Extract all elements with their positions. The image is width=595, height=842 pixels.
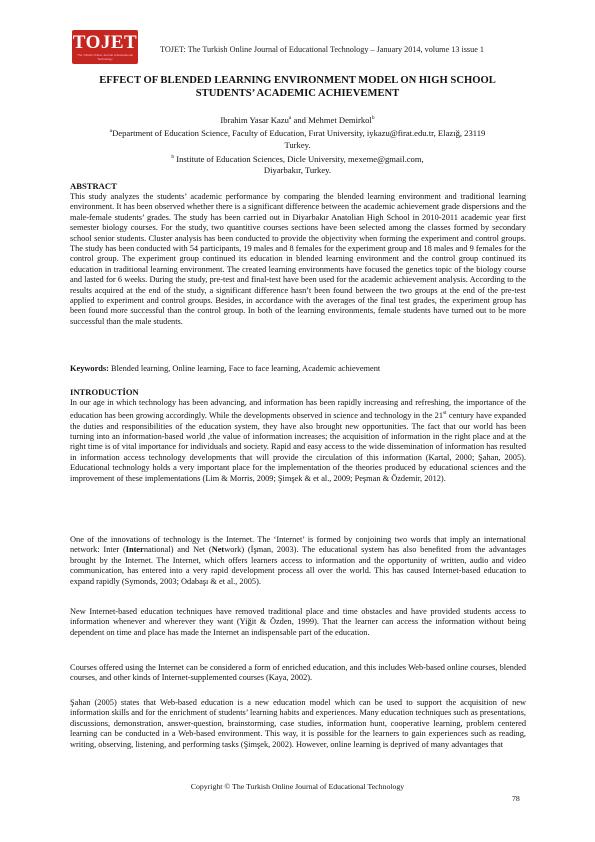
- p2-bold-inter: Inter: [125, 545, 144, 555]
- introduction-heading: INTRODUCTİON: [70, 387, 139, 397]
- affiliation-a-sup: a: [109, 128, 113, 135]
- affiliation-b-sup: b: [171, 153, 175, 160]
- author-block: [60, 113, 535, 177]
- page-number: 78: [512, 794, 520, 803]
- author-1: Ibrahim Yasar Kazu: [220, 114, 289, 125]
- keywords-list: Blended learning, Online learning, Face to face learning, Academic achievement: [108, 364, 381, 373]
- intro-paragraph-2: [70, 535, 526, 587]
- p1-part-a: In our age in which technology has been advancing, and information has been rapidly increasing and refreshing, the importance of the education has been growing accordingly. While the developments observed in science and technology in the 21: [70, 398, 526, 421]
- logo-tagline: The Turkish Online Journal of Educational Technology: [77, 53, 133, 61]
- author-and: and: [291, 114, 309, 125]
- p2-part-c: national) and Net (: [143, 545, 212, 555]
- intro-paragraph-3: New Internet-based education techniques have removed traditional place and time obstacles and have provided students access to information whenever and wherever they want (Yiğit & Özden, 1999). That the learner can access the information without being dependent on time and place has made the Internet an indispensable part of the education.: [70, 607, 526, 637]
- p1-sup: st: [443, 410, 447, 417]
- affiliation-a: [60, 126, 535, 139]
- abstract-body: This study analyzes the students’ academic performance by comparing the blended learning environment and traditional learning environment. It has been observed whether there is a significant difference between the academic achievement grade dispersions and the male-female students’ grades. The study has been carried out in Diyarbakır Anatolian High School in 2010-2011 academic year first semester biology courses. For the study, two quantitive courses sections have been selected among the classes formed by secondary school senior students. Cluster analysis has been conducted to provide the objectivity when forming the experiment and control groups. The study has been conducted with 54 participants, 19 males and 8 females for the experiment group and 18 males and 9 females for the control group. The experiment group continued its education in blended learning environment and the control group continued its education in traditional learning environment. The created learning environments have focused the genetics topic of the biology course and lasted for 6 weeks. During the study, pre-test and final-test have been used for the academic achievement analysis. According to the results acquired at the end of the study, a significant difference hasn’t been found between the two groups at the end of the pre-test applied to experiment and control groups. Besides, in accordance with the averages of the final test grades, the experiment group has been found more successful than the control group. In both of the learning environments, female students have turned out to be more successful than the male students.: [70, 192, 526, 326]
- author-names: [60, 113, 535, 126]
- journal-logo: [72, 30, 138, 64]
- affiliation-a-line-2: Turkey.: [284, 139, 311, 150]
- p2-bold-net: Net: [211, 545, 225, 555]
- logo-text: TOJET: [72, 32, 138, 53]
- author-2: Mehmet Demirkol: [308, 114, 372, 125]
- intro-paragraph-1: [70, 398, 526, 484]
- paper-title: [60, 75, 535, 100]
- keywords: [70, 364, 526, 373]
- keywords-label: Keywords:: [70, 364, 109, 373]
- affiliation-a-text: Department of Education Science, Faculty of Education, Fırat University, iykazu@firat.edu.tr, Elazığ, 23119: [112, 128, 486, 139]
- running-head: TOJET: The Turkish Online Journal of Educational Technology – January 2014, volume 13 issue 1: [160, 45, 484, 54]
- title-line-1: EFFECT OF BLENDED LEARNING ENVIRONMENT MODEL ON HIGH SCHOOL: [99, 75, 496, 86]
- footer-copyright: Copyright © The Turkish Online Journal of Educational Technology: [190, 782, 405, 791]
- author-1-sup: a: [288, 115, 292, 121]
- abstract-heading: ABSTRACT: [70, 181, 117, 191]
- author-2-sup: b: [371, 115, 375, 121]
- affiliation-b-text: Institute of Education Sciences, Dicle University, mexeme@gmail.com,: [174, 153, 424, 164]
- p1-part-b: century have expanded the duties and responsibilities of the education system, they have also brought new opportunities. The fact that our world has been turning into an information-based world ,the value of information increases; the acquisition of information in the right place and at the right time is of vital importance for individuals and society. Rapid and easy access to the wide dissemination of information has resulted in information access technology developments that will provide the circulation of this information (Kartal, 2000; Şahan, 2005). Educational technology holds a very important place for the implementation of the theories produced by educational sciences and the improvement of these implementations (Lim & Morris, 2009; Şimşek & et al., 2009; Peşman & Özdemir, 2012).: [70, 411, 527, 483]
- affiliation-b: [60, 152, 535, 165]
- affiliation-b-line-2: Diyarbakır, Turkey.: [263, 164, 332, 175]
- p2-part-d: work) (İşman, 2003). The educational system has also benefited from the advantages brought by the Internet. The Internet, which offers learners access to information and the opportunity of written, audio and video communication, has entered into a very rapid development process all over the world. This has caused Internet-based education to expand rapidly (Symonds, 2003; Odabaşı & et al., 2005).: [70, 545, 526, 586]
- intro-paragraph-5: Şahan (2005) states that Web-based education is a new education model which can be used to support the acquisition of new information skills and for the enrichment of students’ learning habits and experiences. Many education techniques such as presentations, discussions, demonstration, answer-question, brainstorming, case studies, information hunt, cooperative learning, problem centered learning can be conducted in a Web-based environment. This way, it is possible for the learners to gain experiences such as reading, writing, observing, listening, and performing tasks (Şimşek, 2002). However, online learning is deprived of many advantages that: [70, 698, 526, 749]
- title-line-2: STUDENTS’ ACADEMIC ACHIEVEMENT: [195, 87, 400, 99]
- p2-part-a: One of the innovations of technology is the Internet. The ‘Internet’ is formed by conjoining two words that imply an international network: Inter (: [70, 535, 526, 555]
- intro-paragraph-4: Courses offered using the Internet can be considered a form of enriched education, and this includes Web-based online courses, blended courses, and other kinds of Internet-supplemented courses (Kaya, 2002).: [70, 663, 526, 683]
